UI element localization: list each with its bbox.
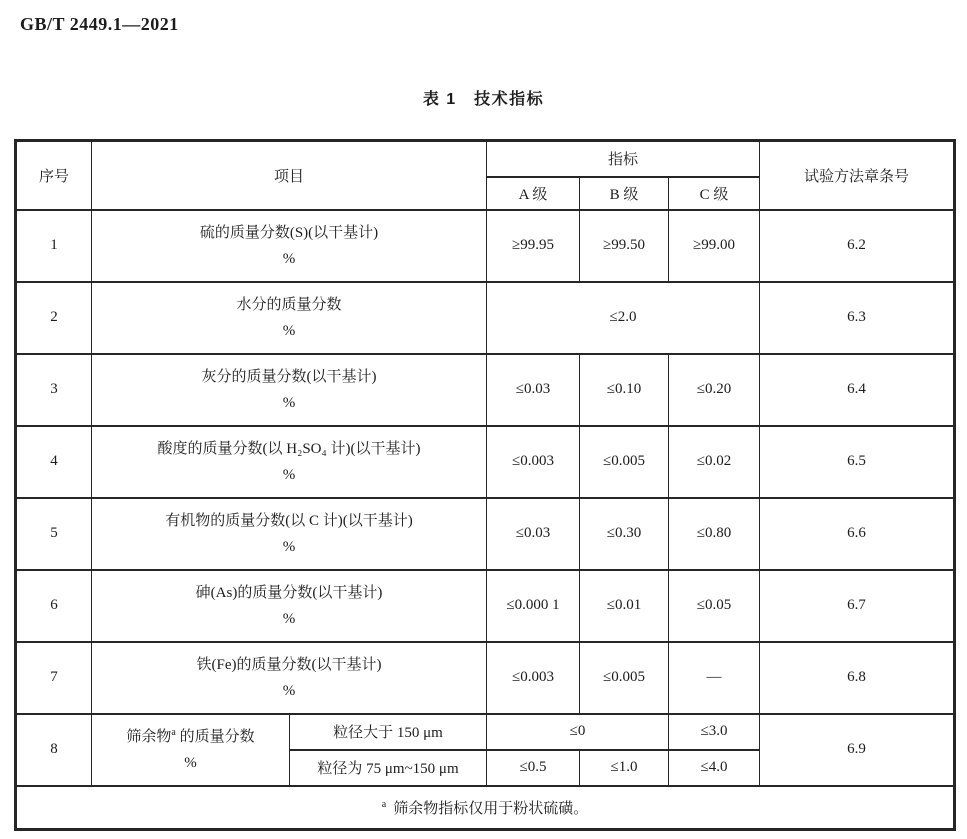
row7-item-unit: % (282, 682, 296, 699)
row7-grade-b: ≤0.005 (580, 642, 669, 714)
row8-sub2-grade-b: ≤1.0 (580, 750, 669, 786)
footnote-row (16, 786, 955, 830)
row4-grade-c: ≤0.02 (669, 426, 760, 498)
row6-item-name: 砷(As)的质量分数(以干基计) (195, 585, 383, 602)
row5-item-unit: % (282, 538, 296, 555)
row1-item-unit: % (282, 250, 296, 267)
row2-grade-merged: ≤2.0 (487, 282, 760, 354)
row7-item (92, 642, 487, 714)
row6-seq: 6 (16, 570, 92, 642)
footnote-text: 筛余物指标仅用于粉状硫磺。 (393, 800, 589, 817)
row2-item-unit: % (282, 322, 296, 339)
row8-method: 6.9 (760, 714, 955, 786)
row8-sub2-label: 粒径为 75 μm~150 μm (290, 750, 487, 786)
table-row (16, 570, 955, 642)
row8-item (92, 714, 290, 786)
row5-grade-a: ≤0.03 (487, 498, 580, 570)
table-row (16, 498, 955, 570)
row6-item (92, 570, 487, 642)
col-header-indicator: 指标 (487, 141, 760, 177)
table-row (16, 642, 955, 714)
row6-grade-b: ≤0.01 (580, 570, 669, 642)
row7-grade-a: ≤0.003 (487, 642, 580, 714)
col-header-item: 项目 (92, 141, 487, 210)
table-row (16, 210, 955, 282)
row4-seq: 4 (16, 426, 92, 498)
table-row (16, 354, 955, 426)
table-row (16, 714, 955, 750)
row8-sub1-label: 粒径大于 150 μm (290, 714, 487, 750)
row1-grade-c: ≥99.00 (669, 210, 760, 282)
row3-item-unit: % (282, 394, 296, 411)
row4-item-name: 酸度的质量分数(以 H₂SO₄ 计)(以干基计) (157, 441, 421, 458)
row8-item-name: 筛余物$^a$ 的质量分数 (126, 727, 255, 746)
row7-grade-c: — (669, 642, 760, 714)
grade-a-header: A 级 (487, 177, 580, 210)
table-row (16, 282, 955, 354)
row2-seq: 2 (16, 282, 92, 354)
row3-grade-a: ≤0.03 (487, 354, 580, 426)
row5-seq: 5 (16, 498, 92, 570)
footnote-marker: a (381, 798, 387, 810)
row6-item-unit: % (282, 610, 296, 627)
doc-code: GB/T 2449.1—2021 (20, 14, 179, 34)
row6-grade-c: ≤0.05 (669, 570, 760, 642)
row4-method: 6.5 (760, 426, 955, 498)
row5-item-name: 有机物的质量分数(以 C 计)(以干基计) (165, 513, 413, 530)
row3-method: 6.4 (760, 354, 955, 426)
row2-item (92, 282, 487, 354)
row4-grade-a: ≤0.003 (487, 426, 580, 498)
row8-sub2-grade-c: ≤4.0 (669, 750, 760, 786)
row3-seq: 3 (16, 354, 92, 426)
row3-grade-b: ≤0.10 (580, 354, 669, 426)
row3-grade-c: ≤0.20 (669, 354, 760, 426)
row5-grade-b: ≤0.30 (580, 498, 669, 570)
row7-method: 6.8 (760, 642, 955, 714)
row8-sub1-grade-ab: ≤0 (487, 714, 669, 750)
row7-item-name: 铁(Fe)的质量分数(以干基计) (196, 657, 382, 674)
row4-item-unit: % (282, 466, 296, 483)
row1-item-name: 硫的质量分数(S)(以干基计) (199, 225, 379, 242)
row8-seq: 8 (16, 714, 92, 786)
row2-item-name: 水分的质量分数 (236, 297, 342, 314)
spec-table (14, 139, 956, 831)
row8-sub1-grade-c: ≤3.0 (669, 714, 760, 750)
footnote-marker-ref: a (171, 727, 176, 739)
row4-item (92, 426, 487, 498)
table-title: 表 1 技术指标 (422, 91, 545, 108)
table-footnote (16, 786, 955, 830)
row8-sub2-grade-a: ≤0.5 (487, 750, 580, 786)
row1-item (92, 210, 487, 282)
row1-grade-a: ≥99.95 (487, 210, 580, 282)
row8-item-unit: % (184, 754, 197, 771)
row4-grade-b: ≤0.005 (580, 426, 669, 498)
row5-method: 6.6 (760, 498, 955, 570)
row7-seq: 7 (16, 642, 92, 714)
row1-seq: 1 (16, 210, 92, 282)
row3-item-name: 灰分的质量分数(以干基计) (201, 369, 377, 386)
col-header-seq: 序号 (16, 141, 92, 210)
col-header-method: 试验方法章条号 (760, 141, 955, 210)
row6-method: 6.7 (760, 570, 955, 642)
row2-method: 6.3 (760, 282, 955, 354)
row5-grade-c: ≤0.80 (669, 498, 760, 570)
row6-grade-a: ≤0.000 1 (487, 570, 580, 642)
row5-item (92, 498, 487, 570)
row1-grade-b: ≥99.50 (580, 210, 669, 282)
grade-b-header: B 级 (580, 177, 669, 210)
header-row-1 (16, 141, 955, 177)
table-row (16, 426, 955, 498)
grade-c-header: C 级 (669, 177, 760, 210)
row1-method: 6.2 (760, 210, 955, 282)
row3-item (92, 354, 487, 426)
